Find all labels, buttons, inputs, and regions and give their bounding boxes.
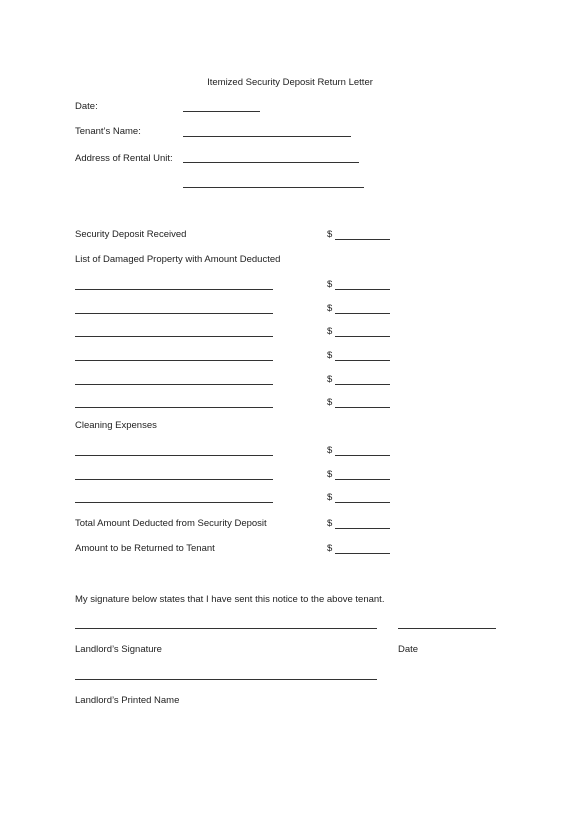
total-deducted-label: Total Amount Deducted from Security Deposit: [75, 518, 267, 529]
damaged-amount-blank[interactable]: [335, 360, 390, 361]
damaged-amount-blank[interactable]: [335, 407, 390, 408]
damaged-amount-blank[interactable]: [335, 289, 390, 290]
amount-returned-blank[interactable]: [335, 553, 390, 554]
signature-statement: My signature below states that I have sent this notice to the above tenant.: [75, 594, 385, 605]
dollar-sign: $: [327, 350, 333, 361]
damaged-amount-blank[interactable]: [335, 384, 390, 385]
landlord-signature-blank[interactable]: [75, 628, 377, 629]
damaged-item-blank[interactable]: [75, 360, 273, 361]
dollar-sign: $: [327, 326, 333, 337]
cleaning-item-blank[interactable]: [75, 479, 273, 480]
amount-returned-label: Amount to be Returned to Tenant: [75, 543, 215, 554]
cleaning-amount-blank[interactable]: [335, 479, 390, 480]
signature-date-blank[interactable]: [398, 628, 496, 629]
dollar-sign: $: [327, 469, 333, 480]
damaged-amount-blank[interactable]: [335, 313, 390, 314]
cleaning-item-blank[interactable]: [75, 502, 273, 503]
damaged-item-blank[interactable]: [75, 289, 273, 290]
landlord-signature-label: Landlord’s Signature: [75, 644, 162, 655]
damaged-amount-blank[interactable]: [335, 336, 390, 337]
cleaning-expenses-label: Cleaning Expenses: [75, 420, 157, 431]
dollar-sign: $: [327, 543, 333, 554]
damaged-item-blank[interactable]: [75, 313, 273, 314]
dollar-sign: $: [327, 492, 333, 503]
landlord-printed-name-label: Landlord’s Printed Name: [75, 695, 180, 706]
total-deducted-amount-blank[interactable]: [335, 528, 390, 529]
tenant-name-blank[interactable]: [183, 136, 351, 137]
dollar-sign: $: [327, 279, 333, 290]
cleaning-item-blank[interactable]: [75, 455, 273, 456]
signature-date-label: Date: [398, 644, 419, 655]
deposit-received-label: Security Deposit Received: [75, 229, 187, 240]
damaged-item-blank[interactable]: [75, 336, 273, 337]
deposit-received-amount-blank[interactable]: [335, 239, 390, 240]
address-blank-line-1[interactable]: [183, 162, 359, 163]
damaged-item-blank[interactable]: [75, 384, 273, 385]
cleaning-amount-blank[interactable]: [335, 502, 390, 503]
landlord-printed-name-blank[interactable]: [75, 679, 377, 680]
tenant-name-label: Tenant’s Name:: [75, 126, 141, 137]
dollar-sign: $: [327, 518, 333, 529]
dollar-sign: $: [327, 303, 333, 314]
dollar-sign: $: [327, 229, 333, 240]
document-title: Itemized Security Deposit Return Letter: [207, 77, 373, 88]
cleaning-amount-blank[interactable]: [335, 455, 390, 456]
dollar-sign: $: [327, 397, 333, 408]
date-blank[interactable]: [183, 111, 260, 112]
address-blank-line-2[interactable]: [183, 187, 364, 188]
address-label: Address of Rental Unit:: [75, 153, 173, 164]
dollar-sign: $: [327, 374, 333, 385]
dollar-sign: $: [327, 445, 333, 456]
damaged-item-blank[interactable]: [75, 407, 273, 408]
date-label: Date:: [75, 101, 98, 112]
damaged-property-label: List of Damaged Property with Amount Deducted: [75, 254, 281, 265]
